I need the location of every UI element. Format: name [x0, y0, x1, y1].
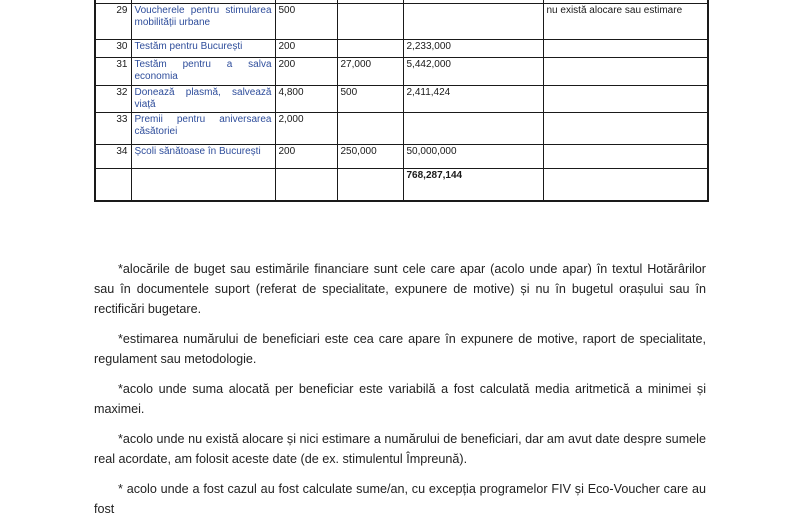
total-budget — [403, 112, 543, 144]
program-name: Voucherele pentru stimularea mobilității urbane — [131, 3, 275, 39]
beneficiaries-count — [337, 112, 403, 144]
beneficiaries-count: 500 — [337, 85, 403, 112]
row-note — [543, 39, 708, 57]
table-row — [95, 112, 708, 144]
beneficiary-amount: 200 — [275, 57, 337, 85]
row-number: 29 — [95, 3, 131, 39]
beneficiary-amount: 500 — [275, 3, 337, 39]
row-number: 31 — [95, 57, 131, 85]
row-number: 33 — [95, 112, 131, 144]
total-budget: 2,233,000 — [403, 39, 543, 57]
program-name: Premii pentru aniversarea căsătoriei — [131, 112, 275, 144]
note-paragraph: * acolo unde a fost cazul au fost calculate sume/an, cu excepția programelor FIV și Eco-Voucher care au fost — [94, 482, 706, 516]
table-row — [95, 85, 708, 112]
table-row — [95, 39, 708, 57]
program-name: Donează plasmă, salvează viață — [131, 85, 275, 112]
grand-total: 768,287,144 — [403, 168, 543, 201]
note-paragraph: *estimarea numărului de beneficiari este cea care apare în expunere de motive, raport de specialitate, regulament sau metodologie. — [94, 332, 706, 366]
program-name: Testăm pentru a salva economia — [131, 57, 275, 85]
row-number: 30 — [95, 39, 131, 57]
row-note — [543, 112, 708, 144]
beneficiaries-count: 27,000 — [337, 57, 403, 85]
total-budget — [403, 3, 543, 39]
programs-table — [94, 0, 709, 202]
beneficiaries-count — [337, 39, 403, 57]
beneficiaries-count — [337, 3, 403, 39]
beneficiary-amount: 200 — [275, 144, 337, 168]
beneficiary-amount: 4,800 — [275, 85, 337, 112]
table-row — [95, 144, 708, 168]
total-budget: 2,411,424 — [403, 85, 543, 112]
table-total-row — [95, 168, 708, 201]
program-name: Școli sănătoase în București — [131, 144, 275, 168]
row-number: 32 — [95, 85, 131, 112]
row-note — [543, 85, 708, 112]
row-note — [543, 57, 708, 85]
row-note — [543, 144, 708, 168]
row-number: 34 — [95, 144, 131, 168]
note-paragraph: *acolo unde suma alocată per beneficiar este variabilă a fost calculată media aritmetică a minimei și maximei. — [94, 382, 706, 416]
total-budget: 5,442,000 — [403, 57, 543, 85]
row-note: nu există alocare sau estimare — [543, 3, 708, 39]
note-paragraph: *acolo unde nu există alocare și nici estimare a numărului de beneficiari, dar am avut date despre sumele real acordate, am folosit aceste date (de ex. stimulentul Împreună). — [94, 432, 706, 466]
beneficiaries-count: 250,000 — [337, 144, 403, 168]
table-row — [95, 57, 708, 85]
table-row — [95, 3, 708, 39]
beneficiary-amount: 2,000 — [275, 112, 337, 144]
total-budget: 50,000,000 — [403, 144, 543, 168]
note-paragraph: *alocările de buget sau estimările financiare sunt cele care apar (acolo unde apar) în textul Hotărârilor sau în documentele suport (referat de specialitate, expunere de motive) și nu în bugetul orașului sau în rectificări bugetare. — [94, 262, 706, 316]
notes-section — [94, 259, 706, 519]
program-name: Testăm pentru București — [131, 39, 275, 57]
beneficiary-amount: 200 — [275, 39, 337, 57]
